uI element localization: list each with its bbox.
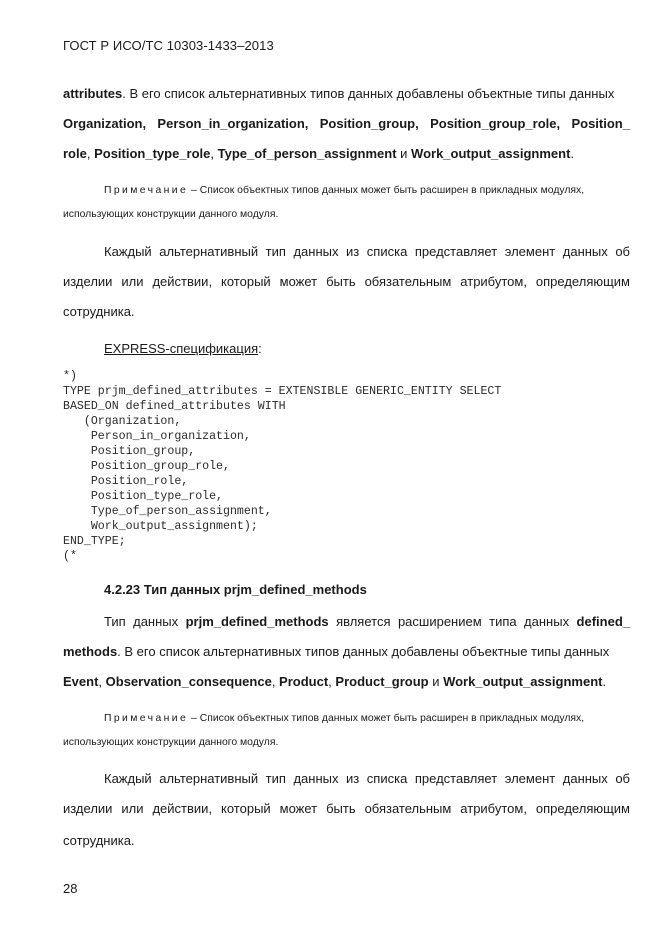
note	[104, 185, 584, 196]
note-label: Примечание	[104, 713, 189, 724]
paragraph-line: Каждый альтернативный тип данных из списка представляет элемент данных об	[104, 244, 630, 259]
entity-name: Person_in_organization,	[157, 116, 309, 131]
note-continuation: использующих конструкции данного модуля.	[63, 737, 279, 748]
entity-name: Position_group,	[319, 116, 419, 131]
section-heading: 4.2.23 Тип данных prjm_defined_methods	[104, 582, 367, 597]
paragraph-line: methods. В его список альтернативных типов данных добавлены объектные типы данных	[63, 644, 610, 659]
paragraph-line: Тип данных prjm_defined_methods является расширением типа данных defined_	[104, 614, 630, 629]
entity-name: Position_group_role,	[430, 116, 561, 131]
paragraph-line: изделии или действии, который может быть обязательным атрибутом, определяющим	[63, 801, 630, 816]
note	[104, 713, 584, 724]
page-number: 28	[63, 881, 78, 896]
entity-list-line	[63, 116, 630, 131]
entity-list-line: role, Position_type_role, Type_of_person_assignment и Work_output_assignment.	[63, 146, 575, 161]
entity-name: Position_	[571, 116, 630, 131]
express-spec-label: EXPRESS-спецификация:	[104, 341, 262, 356]
bold-term: attributes	[63, 86, 123, 101]
document-header: ГОСТ Р ИСО/ТС 10303-1433–2013	[63, 38, 274, 53]
paragraph-line: сотрудника.	[63, 833, 135, 848]
note-continuation: использующих конструкции данного модуля.	[63, 209, 279, 220]
bold-term: methods	[63, 644, 118, 659]
entity-list-line: Event, Observation_consequence, Product, Product_group и Work_output_assignment.	[63, 674, 607, 689]
note-label: Примечание	[104, 185, 189, 196]
paragraph-line: сотрудника.	[63, 304, 135, 319]
paragraph-line: изделии или действии, который может быть обязательным атрибутом, определяющим	[63, 274, 630, 289]
note-text: – Список объектных типов данных может быть расширен в прикладных модулях,	[188, 185, 585, 196]
paragraph-line: attributes. В его список альтернативных типов данных добавлены объектные типы данных	[63, 86, 615, 101]
note-text: – Список объектных типов данных может быть расширен в прикладных модулях,	[188, 713, 585, 724]
express-code-block: *) TYPE prjm_defined_attributes = EXTENSIBLE GENERIC_ENTITY SELECT BASED_ON defined_attributes WITH (Organization, Person_in_organization, Position_group, Position_group_role, Position_role, Position_type_role, Type_of_person_assignment, Work_output_assignment); END_TYPE; (*	[63, 370, 502, 563]
paragraph-line: Каждый альтернативный тип данных из списка представляет элемент данных об	[104, 771, 630, 786]
entity-name: Organization,	[63, 116, 147, 131]
